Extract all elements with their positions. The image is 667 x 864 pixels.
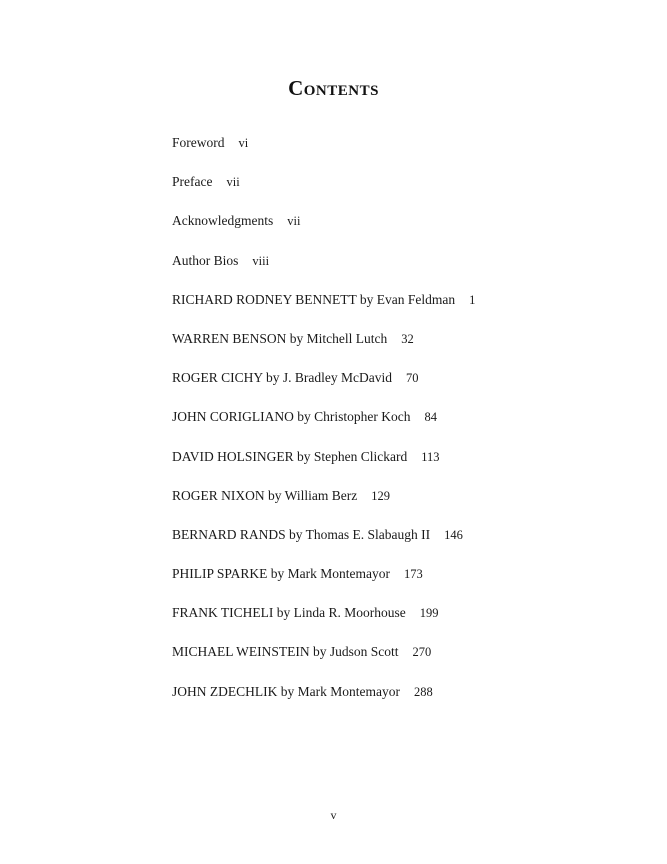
toc-entry-page: 1 [469, 292, 476, 307]
toc-entry-title: MICHAEL WEINSTEIN by Judson Scott [172, 644, 399, 660]
toc-entry [172, 330, 475, 369]
toc-entry-page: vi [238, 136, 249, 150]
toc-entry-page: 129 [371, 488, 390, 503]
toc-entry-title: FRANK TICHELI by Linda R. Moorhouse [172, 605, 406, 621]
toc-entry-title: PHILIP SPARKE by Mark Montemayor [172, 566, 391, 582]
toc-entry-title: JOHN CORIGLIANO by Christopher Koch [172, 409, 411, 425]
toc-entry-title: BERNARD RANDS by Thomas E. Slabaugh II [172, 526, 431, 542]
toc-entry-page: 288 [413, 684, 433, 699]
toc-entry-page: 199 [419, 606, 439, 621]
toc-entry-title: Foreword [172, 135, 225, 150]
toc-entry-title: Preface [172, 174, 213, 190]
toc-entry-title: Author Bios [172, 252, 239, 268]
page-number: v [330, 808, 337, 822]
toc-entry-page: 146 [444, 527, 463, 542]
toc-entry [172, 604, 475, 643]
toc-entry [172, 448, 475, 487]
toc-entry [172, 134, 475, 173]
toc-entry [172, 487, 475, 526]
toc-entry-page: viii [252, 253, 270, 268]
toc-entry-page: vii [226, 175, 240, 190]
toc-entry [172, 173, 475, 212]
toc-entry [172, 291, 475, 330]
toc-entry [172, 643, 475, 682]
toc-entry-title: DAVID HOLSINGER by Stephen Clickard [172, 448, 408, 464]
toc-entry-page: vii [287, 214, 301, 229]
toc-entry [172, 526, 475, 565]
toc-entry [172, 252, 475, 291]
toc-entry-page: 70 [405, 371, 419, 386]
toc-entry-page: 32 [401, 331, 414, 346]
toc-entry-title: Acknowledgments [172, 213, 274, 229]
toc-entry-title: WARREN BENSON by Mitchell Lutch [172, 330, 388, 346]
toc-entry [172, 212, 475, 251]
toc-entry-title: ROGER CICHY by J. Bradley McDavid [172, 370, 392, 386]
toc-entry [172, 369, 475, 408]
table-of-contents [172, 134, 475, 722]
toc-entry-page: 84 [424, 410, 437, 425]
toc-entry-page: 113 [421, 449, 440, 464]
toc-entry-page: 173 [404, 567, 423, 582]
toc-entry [172, 683, 475, 722]
toc-entry-page: 270 [412, 645, 432, 660]
toc-entry-title: RICHARD RODNEY BENNETT by Evan Feldman [172, 291, 456, 307]
toc-entry [172, 408, 475, 447]
toc-entry-title: ROGER NIXON by William Berz [172, 487, 358, 503]
toc-entry [172, 565, 475, 604]
page-title: Contents [288, 76, 379, 100]
toc-entry-title: JOHN ZDECHLIK by Mark Montemayor [172, 683, 400, 699]
